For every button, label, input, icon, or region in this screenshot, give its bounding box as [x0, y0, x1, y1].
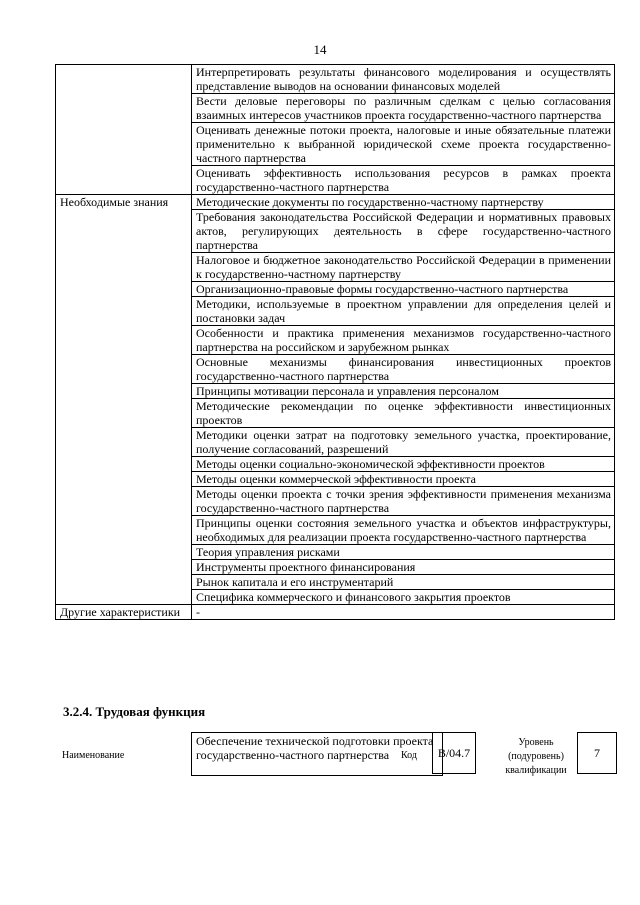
table-row	[56, 384, 615, 399]
table-row	[56, 545, 615, 560]
row-label-continuation	[56, 326, 192, 355]
row-label-continuation	[56, 428, 192, 457]
table-row	[56, 253, 615, 282]
requirement-cell: Оценивать эффективность использования ресурсов в рамках проекта государственно-частного партнерства	[192, 166, 615, 195]
table-row	[56, 65, 615, 94]
requirement-cell: Методики, используемые в проектном управлении для определения целей и постановки задач	[192, 297, 615, 326]
requirement-cell: -	[192, 605, 615, 620]
function-name-value: Обеспечение технической подготовки проекта государственно-частного партнерства	[191, 732, 443, 776]
row-label-continuation	[56, 123, 192, 166]
requirement-cell: Методы оценки коммерческой эффективности проекта	[192, 472, 615, 487]
section-title: 3.2.4. Трудовая функция	[63, 704, 206, 719]
row-label-continuation	[56, 282, 192, 297]
table-row	[56, 605, 615, 620]
row-label-continuation	[56, 457, 192, 472]
table-row	[56, 210, 615, 253]
requirement-cell: Вести деловые переговоры по различным сделкам с целью согласования взаимных интересов участников проекта государственно-частного партнерства	[192, 94, 615, 123]
table-row	[56, 457, 615, 472]
row-label: Необходимые знания	[56, 195, 192, 210]
requirement-cell: Методические документы по государственно-частному партнерству	[192, 195, 615, 210]
requirement-cell: Специфика коммерческого и финансового закрытия проектов	[192, 590, 615, 605]
requirement-cell: Теория управления рисками	[192, 545, 615, 560]
table-row	[56, 94, 615, 123]
page-number: 14	[313, 42, 327, 57]
table-row	[56, 590, 615, 605]
requirement-cell: Принципы оценки состояния земельного участка и объектов инфраструктуры, необходимых для реализации проекта государственно-частного партнерства	[192, 516, 615, 545]
row-label-continuation	[56, 166, 192, 195]
table-row	[56, 195, 615, 210]
requirement-cell: Методические рекомендации по оценке эффективности инвестиционных проектов	[192, 399, 615, 428]
requirement-cell: Требования законодательства Российской Федерации и нормативных правовых актов, регулирующих деятельность в сфере государственно-частного партнерства	[192, 210, 615, 253]
row-label-continuation	[56, 94, 192, 123]
requirement-cell: Методы оценки проекта с точки зрения эффективности применения механизма государственно-частного партнерства	[192, 487, 615, 516]
requirement-cell: Рынок капитала и его инструментарий	[192, 575, 615, 590]
row-label-continuation	[56, 355, 192, 384]
requirement-cell: Основные механизмы финансирования инвестиционных проектов государственно-частного партнерства	[192, 355, 615, 384]
requirement-cell: Методики оценки затрат на подготовку земельного участка, проектирование, получение согласований, разрешений	[192, 428, 615, 457]
qualification-level-label: Уровень (подуровень) квалификации	[505, 737, 567, 776]
function-name-label: Наименование	[62, 750, 125, 761]
requirement-cell: Методы оценки социально-экономической эффективности проектов	[192, 457, 615, 472]
row-label: Другие характеристики	[56, 605, 192, 620]
table-row	[56, 326, 615, 355]
row-label-continuation	[56, 516, 192, 545]
table-row	[56, 575, 615, 590]
row-label-continuation	[56, 399, 192, 428]
row-label-continuation	[56, 65, 192, 94]
requirement-cell: Организационно-правовые формы государственно-частного партнерства	[192, 282, 615, 297]
requirement-cell: Инструменты проектного финансирования	[192, 560, 615, 575]
requirement-cell: Интерпретировать результаты финансового моделирования и осуществлять представление выводов на основании финансовых моделей	[192, 65, 615, 94]
row-label-continuation	[56, 560, 192, 575]
row-label-continuation	[56, 472, 192, 487]
table-row	[56, 355, 615, 384]
row-label-continuation	[56, 210, 192, 253]
table-row	[56, 560, 615, 575]
table-row	[56, 166, 615, 195]
row-label-continuation	[56, 384, 192, 399]
row-label-continuation	[56, 575, 192, 590]
table-row	[56, 516, 615, 545]
row-label-continuation	[56, 590, 192, 605]
table-row	[56, 428, 615, 457]
table-row	[56, 487, 615, 516]
table-row	[56, 472, 615, 487]
table-row	[56, 297, 615, 326]
table-row	[56, 399, 615, 428]
row-label-continuation	[56, 253, 192, 282]
row-label-continuation	[56, 545, 192, 560]
requirement-cell: Принципы мотивации персонала и управления персоналом	[192, 384, 615, 399]
function-code-value: B/04.7	[432, 732, 476, 774]
requirement-cell: Налоговое и бюджетное законодательство Российской Федерации в применении к государственно-частному партнерству	[192, 253, 615, 282]
requirements-table	[55, 64, 615, 620]
table-row	[56, 282, 615, 297]
row-label-continuation	[56, 297, 192, 326]
row-label-continuation	[56, 487, 192, 516]
requirement-cell: Оценивать денежные потоки проекта, налоговые и иные обязательные платежи применительно к выбранной юридической схеме проекта государственно-частного партнерства	[192, 123, 615, 166]
function-code-label: Код	[401, 750, 417, 761]
table-row	[56, 123, 615, 166]
requirement-cell: Особенности и практика применения механизмов государственно-частного партнерства на российском и зарубежном рынках	[192, 326, 615, 355]
labor-function-row	[55, 728, 615, 786]
qualification-level-value: 7	[577, 732, 617, 774]
